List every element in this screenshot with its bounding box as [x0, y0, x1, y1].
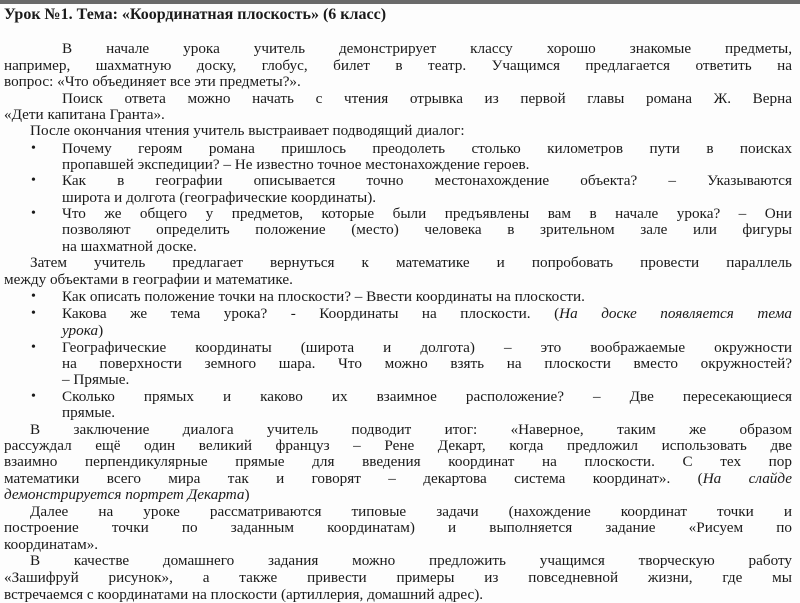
text-line: [62, 221, 792, 238]
text-line: [62, 90, 792, 107]
bullet-icon: •: [31, 141, 36, 156]
text-line: [30, 503, 792, 520]
text-line: [4, 271, 792, 288]
text-segment: прямые.: [62, 404, 116, 421]
text-segment: Почему героям романа пришлось преодолеть столько километров пути в поисках: [62, 140, 792, 157]
text-segment: В начале урока учитель демонстрирует классу хорошо знакомые предметы,: [62, 40, 792, 57]
text-segment: Как описать положение точки на плоскости? – Ввести координаты на плоскости.: [62, 288, 585, 305]
text-line: [62, 238, 792, 255]
text-segment: координатам».: [4, 536, 99, 553]
text-line: [4, 437, 792, 454]
text-segment: на поверхности земного шара. Что можно взять на плоскости вместо окружностей?: [62, 355, 792, 372]
text-segment: рассуждал ещё один великий француз – Рене Декарт, когда предложил использовать две: [4, 437, 792, 454]
text-line: [30, 552, 792, 569]
text-line: [4, 519, 792, 536]
text-segment: между объектами в географии и математике.: [4, 271, 293, 288]
top-border: [0, 0, 800, 4]
bullet-icon: •: [31, 206, 36, 221]
text-segment: Географические координаты (широта и долгота) – это воображаемые окружности: [62, 339, 792, 356]
text-segment: построение точки по заданным координатам) и выполняется задание «Рисуем по: [4, 519, 792, 536]
text-segment: В заключение диалога учитель подводит итог: «Наверное, таким же образом: [30, 421, 792, 438]
text-line: [30, 254, 792, 271]
text-segment: «Зашифруй рисунок», а также привести примеры из повседневной жизни, где мы: [4, 569, 792, 586]
text-segment: Поиск ответа можно начать с чтения отрывка из первой главы романа Ж. Верна: [62, 90, 792, 107]
text-segment: Что же общего у предметов, которые были предъявлены вам в начале урока? – Они: [62, 205, 792, 222]
text-line: [4, 586, 792, 603]
text-line: [62, 40, 792, 57]
text-segment: Затем учитель предлагает вернуться к математике и попробовать провести параллель: [30, 254, 792, 271]
text-line: [4, 453, 792, 470]
text-line: [30, 421, 792, 438]
text-segment: «Дети капитана Гранта».: [4, 106, 165, 123]
text-segment: взаимно перпендикулярные прямые для введения координат на плоскости. С тех пор: [4, 453, 792, 470]
text-segment: пропавшей экспедиции? – Не известно точное местонахождение героев.: [62, 156, 530, 173]
text-line: [62, 322, 792, 339]
text-line: [4, 569, 792, 586]
text-segment: позволяют определить положение (место) человека в зрительном зале или фигуры: [62, 221, 792, 238]
italic-text: урока: [62, 322, 99, 339]
text-segment: – Прямые.: [62, 371, 130, 388]
text-line: [4, 486, 792, 503]
text-line: [62, 205, 792, 222]
text-line: [62, 172, 792, 189]
bullet-icon: •: [31, 389, 36, 404]
text-line: [62, 339, 792, 356]
text-line: [62, 288, 792, 305]
bullet-icon: •: [31, 173, 36, 188]
text-line: [62, 371, 792, 388]
text-segment: на шахматной доске.: [62, 238, 197, 255]
text-segment: математики всего мира так и говорят – декартова система координат». (: [4, 470, 703, 487]
text-line: [62, 404, 792, 421]
bullet-icon: •: [31, 289, 36, 304]
italic-text: демонстрируется портрет Декарта: [4, 486, 245, 503]
italic-text: На доске появляется тема: [559, 305, 792, 322]
text-line: [30, 122, 792, 139]
italic-text: На слайде: [702, 470, 792, 487]
text-segment: Какова же тема урока? - Координаты на плоскости. (: [62, 305, 560, 322]
text-line: [62, 189, 792, 206]
text-segment: широта и долгота (географические координаты).: [62, 189, 377, 206]
text-segment: Как в географии описывается точно местонахождение объекта? – Указываются: [62, 172, 792, 189]
text-line: [62, 305, 792, 322]
text-segment: Сколько прямых и каково их взаимное расположение? – Две пересекающиеся: [62, 388, 792, 405]
text-line: [4, 470, 792, 487]
document-title: Урок №1. Тема: «Координатная плоскость» (6 класс): [4, 6, 387, 23]
text-line: [4, 106, 792, 123]
text-line: [4, 73, 792, 90]
text-line: [4, 536, 792, 553]
text-segment: ): [98, 322, 104, 339]
text-segment: встречаемся с координатами на плоскости (артиллерия, домашний адрес).: [4, 586, 484, 603]
text-line: [4, 57, 792, 74]
text-segment: В качестве домашнего задания можно предложить учащимся творческую работу: [30, 552, 792, 569]
text-line: [62, 140, 792, 157]
text-segment: вопрос: «Что объединяет все эти предметы?».: [4, 73, 301, 90]
text-segment: После окончания чтения учитель выстраивает подводящий диалог:: [30, 122, 465, 139]
text-line: [62, 156, 792, 173]
text-segment: ): [244, 486, 250, 503]
text-line: [62, 388, 792, 405]
bullet-icon: •: [31, 340, 36, 355]
text-segment: Далее на уроке рассматриваются типовые задачи (нахождение координат точки и: [30, 503, 792, 520]
text-line: [62, 355, 792, 372]
text-segment: например, шахматную доску, глобус, билет в театр. Учащимся предлагается ответить на: [4, 57, 792, 74]
bullet-icon: •: [31, 306, 36, 321]
